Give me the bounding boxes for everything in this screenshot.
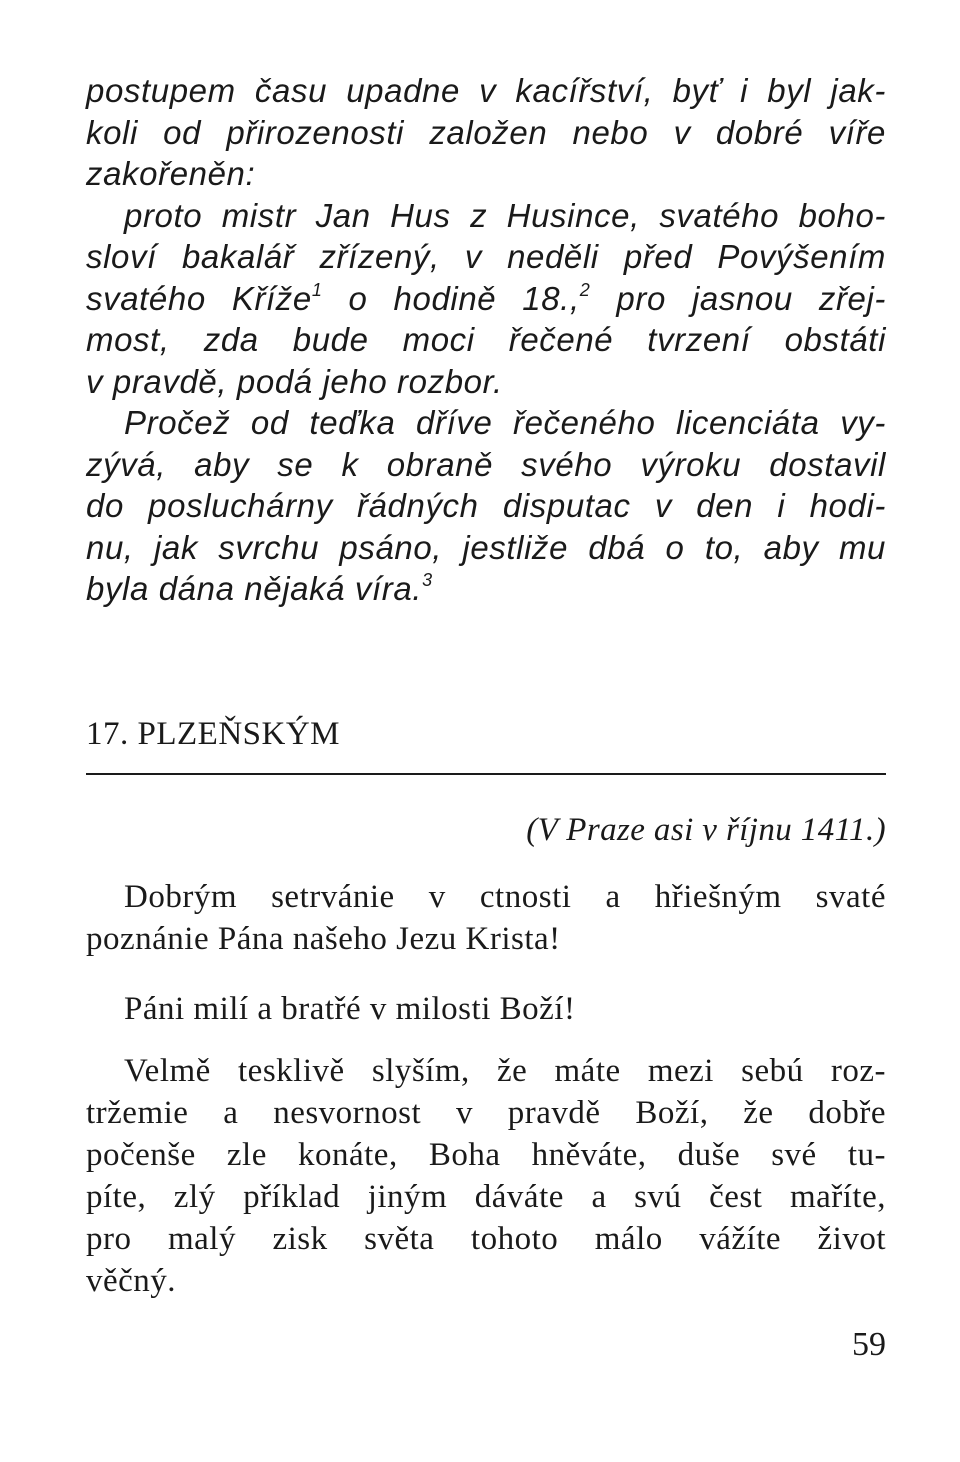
- text-line: počenše zle konáte, Boha hněváte, duše své tu-: [86, 1137, 886, 1173]
- footnote-marker: 3: [422, 570, 433, 590]
- text-line: sloví bakalář zřízený, v neděli před Povýšením: [86, 238, 886, 275]
- footnote-marker: 1: [311, 279, 323, 300]
- text-line: pro malý zisk světa tohoto málo vážíte život: [86, 1221, 886, 1257]
- letter-dateline: (V Praze asi v říjnu 1411.): [526, 812, 886, 848]
- italic-continuation-text: [86, 70, 886, 610]
- text-line-with-footnotes: [86, 278, 886, 320]
- footnote-marker: 2: [579, 279, 591, 300]
- page-number: 59: [852, 1326, 886, 1363]
- text-line: píte, zlý příklad jiným dáváte a svú čest maříte,: [86, 1179, 886, 1215]
- paragraph-1: [86, 70, 886, 195]
- text-line-with-footnote: [86, 568, 886, 610]
- text-line: Velmě tesklivě slyším, že máte mezi sebú roz-: [124, 1053, 886, 1089]
- text-line: zakořeněn:: [86, 155, 256, 192]
- text-segment: svatého Kříže: [86, 279, 312, 317]
- text-line: nu, jak svrchu psáno, jestliže dbá o to, aby mu: [86, 528, 886, 566]
- text-line: koli od přirozenosti založen nebo v dobré víře: [86, 113, 886, 151]
- paragraph-3: [86, 402, 886, 610]
- text-line: tržemie a nesvornost v pravdě Boží, že dobře: [86, 1095, 886, 1131]
- text-segment: byla dána nějaká víra.: [86, 570, 423, 607]
- text-line: Pročež od teďka dříve řečeného licenciáta vy-: [124, 404, 886, 441]
- text-line: Dobrým setrvánie v ctnosti a hřiešným svaté: [124, 879, 886, 915]
- text-line: proto mistr Jan Hus z Husince, svatého boho-: [124, 196, 886, 234]
- text-segment: o hodině 18.,: [322, 279, 580, 317]
- text-line: postupem času upadne v kacířství, byť i byl jak-: [86, 72, 886, 109]
- text-line: v pravdě, podá jeho rozbor.: [86, 362, 503, 400]
- text-line: most, zda bude moci řečené tvrzení obstáti: [86, 321, 886, 358]
- text-line: poznánie Pána našeho Jezu Krista!: [86, 921, 561, 957]
- paragraph-2: [86, 195, 886, 403]
- text-segment: pro jasnou zřej-: [590, 279, 887, 317]
- text-line: zývá, aby se k obraně svého výroku dostavil: [86, 445, 886, 483]
- letter-greeting: [86, 876, 886, 960]
- letter-heading: 17. PLZEŇSKÝM: [86, 716, 341, 752]
- heading-rule: [86, 773, 886, 775]
- text-line: věčný.: [86, 1263, 177, 1299]
- letter-salutation: [86, 988, 886, 1030]
- letter-body: [86, 1050, 886, 1302]
- text-line: Páni milí a bratřé v milosti Boží!: [124, 991, 576, 1027]
- text-line: do posluchárny řádných disputac v den i hodi-: [86, 487, 886, 524]
